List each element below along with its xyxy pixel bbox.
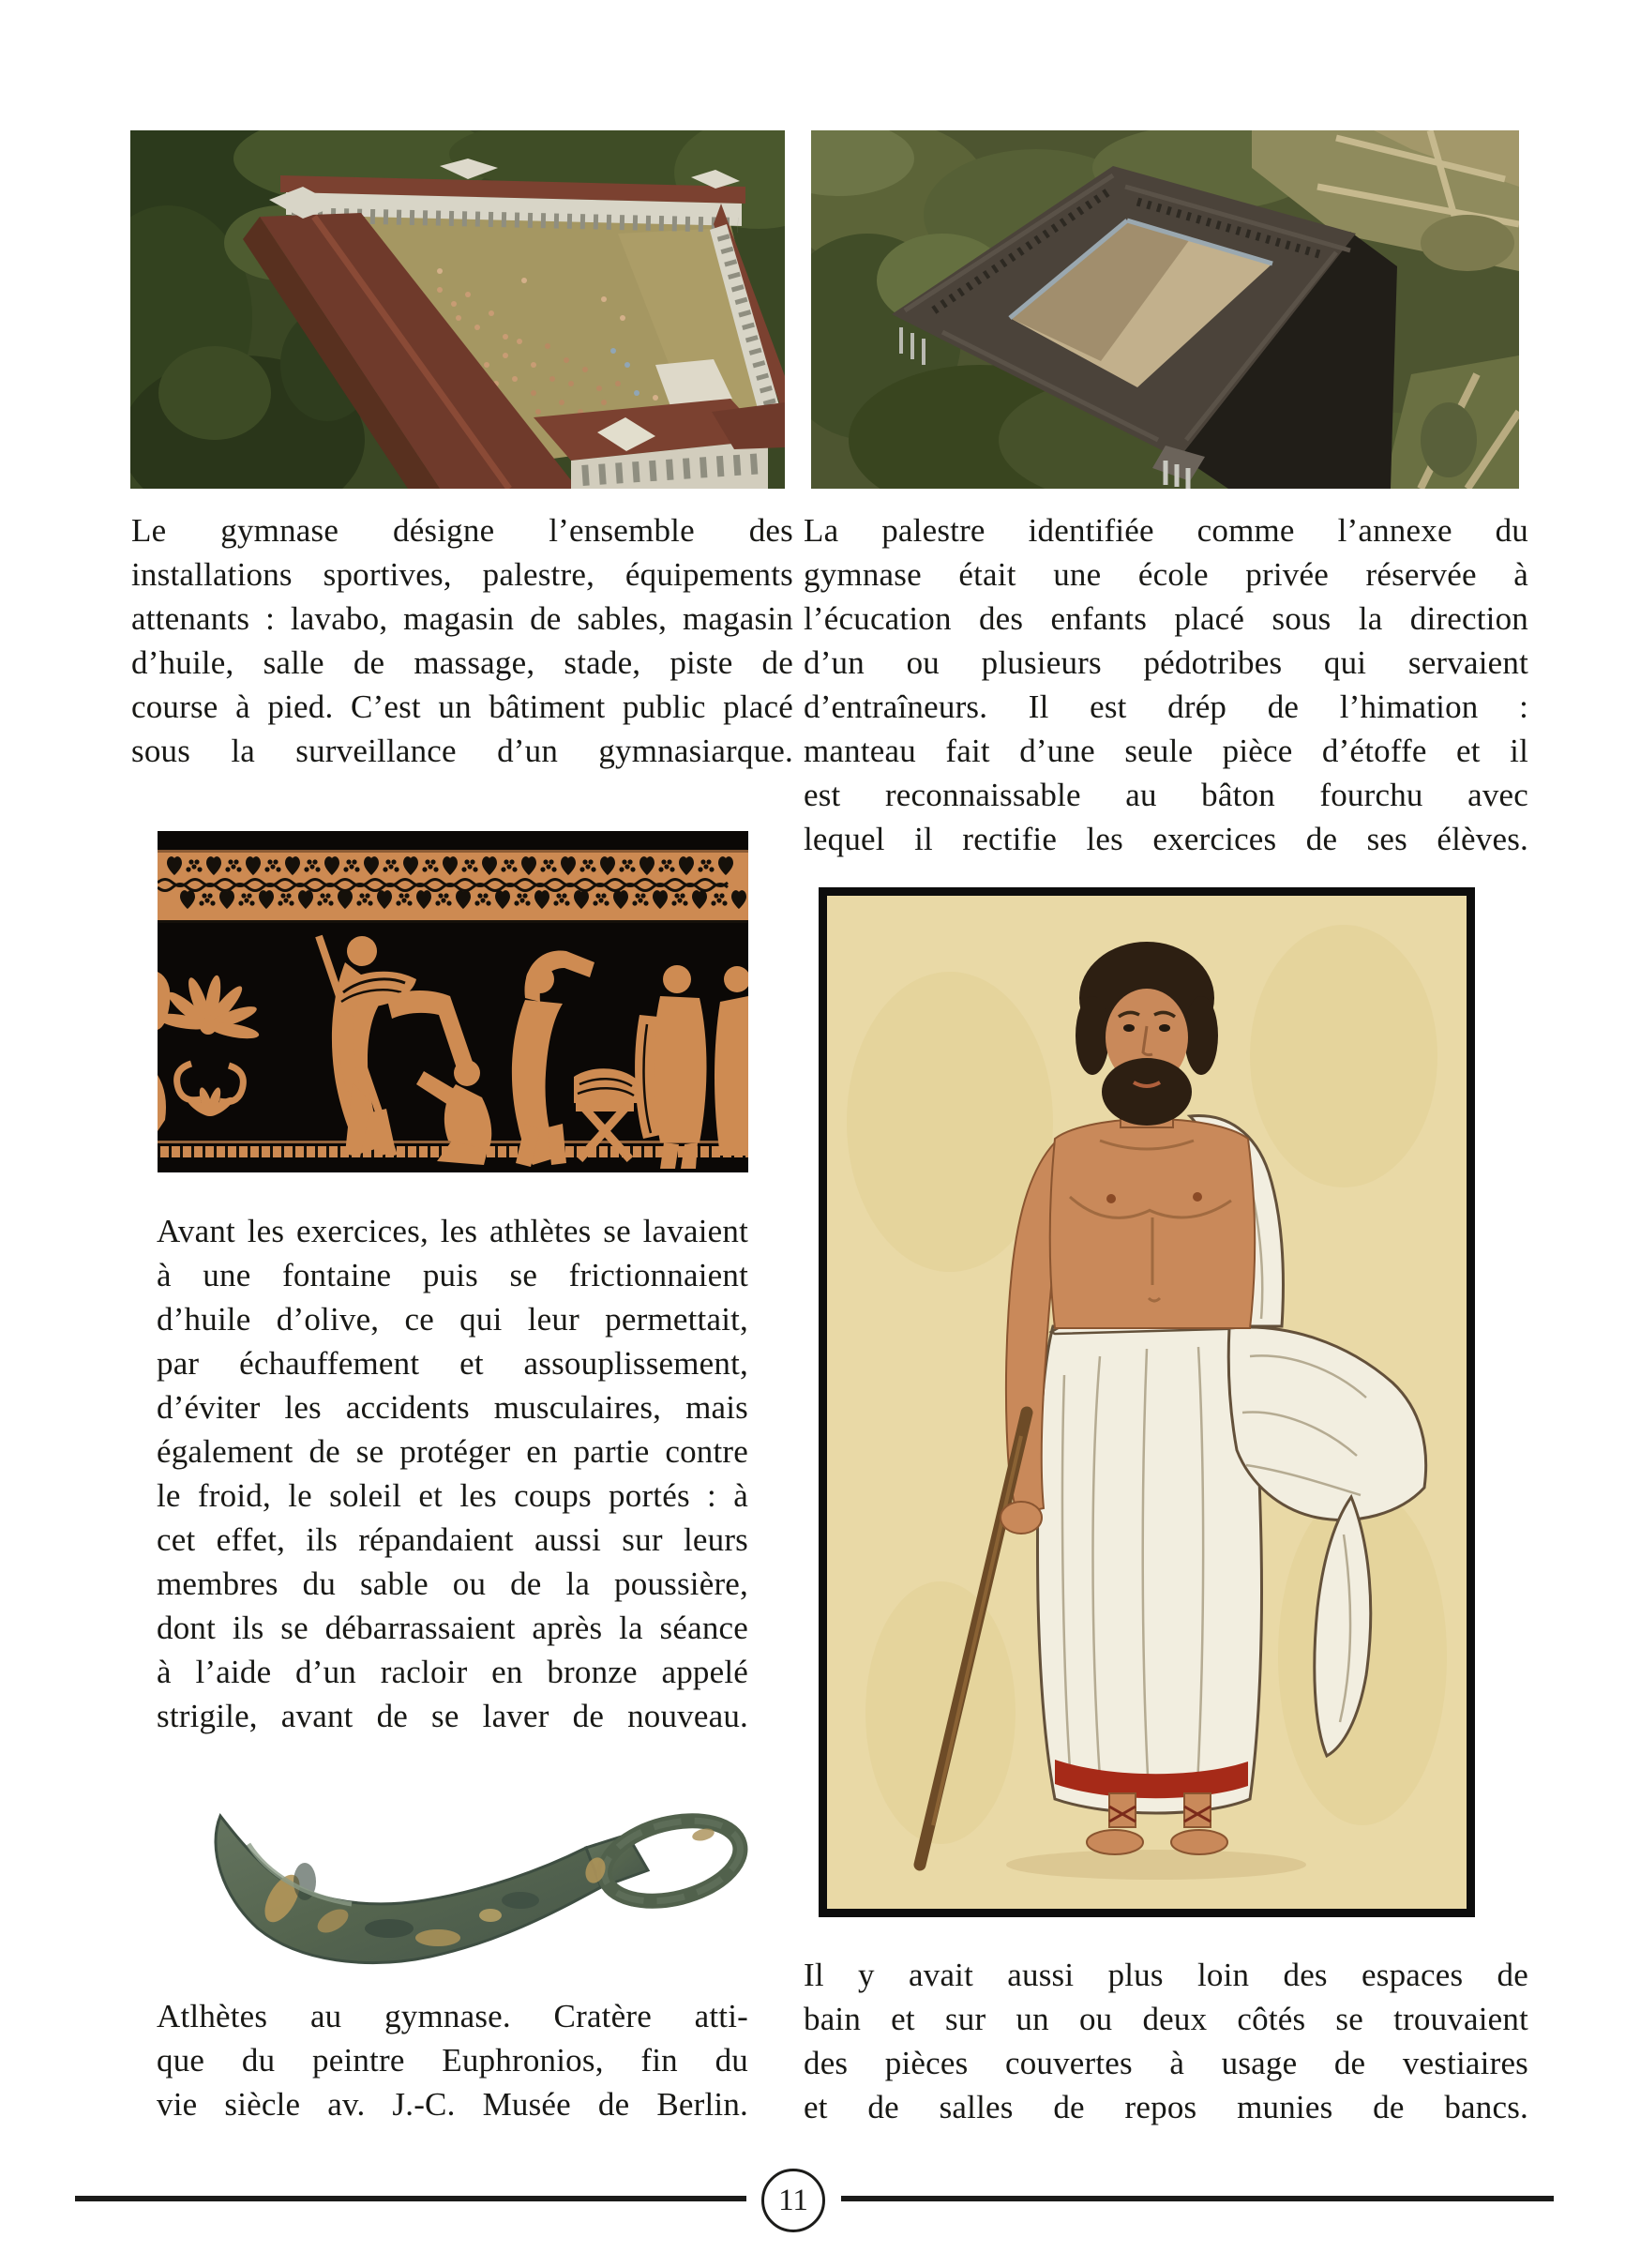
text-line: La palestre identifiée comme l’annexe du bbox=[804, 512, 1528, 549]
figure-palestra-aerial bbox=[811, 130, 1519, 489]
text-line: lequel il rectifie les exercices de ses élèves. bbox=[804, 821, 1528, 857]
text-line: bain et sur un ou deux côtés se trouvaient bbox=[804, 2001, 1528, 2037]
text-line: installations sportives, palestre, équipements bbox=[131, 556, 793, 593]
figure-vase-athletes bbox=[158, 831, 748, 1172]
text-line: à une fontaine puis se frictionnaient bbox=[157, 1257, 748, 1293]
text-line: dont ils se débarrassaient après la séance bbox=[157, 1610, 748, 1646]
text-line: attenants : lavabo, magasin de sables, magasin bbox=[131, 600, 793, 637]
text-line: par échauffement et assouplissement, bbox=[157, 1345, 748, 1382]
text-line: l’écucation des enfants placé sous la direction bbox=[804, 600, 1528, 637]
paragraph-gymnase-intro bbox=[131, 508, 793, 773]
text-line: sous la surveillance d’un gymnasiarque. bbox=[131, 733, 793, 769]
text-line: également de se protéger en partie contre bbox=[157, 1433, 748, 1470]
text-line: cet effet, ils répandaient aussi sur leurs bbox=[157, 1521, 748, 1558]
paragraph-athletes-routine bbox=[157, 1209, 748, 1738]
text-line: d’huile d’olive, ce qui leur permettait, bbox=[157, 1301, 748, 1338]
detail bbox=[1106, 1194, 1116, 1203]
page-number: 11 bbox=[778, 2183, 808, 2217]
caption-vase bbox=[157, 1994, 748, 2126]
top-ornament-band bbox=[158, 850, 748, 923]
text-line: d’entraîneurs. Il est drép de l’himation : bbox=[804, 688, 1528, 725]
text-line: Atlhètes au gymnase. Cratère atti- bbox=[157, 1998, 748, 2034]
text-line: Il y avait aussi plus loin des espaces de bbox=[804, 1957, 1528, 1993]
text-line: d’éviter les accidents musculaires, mais bbox=[157, 1389, 748, 1426]
text-line: à l’aide d’un racloir en bronze appelé bbox=[157, 1654, 748, 1690]
hand bbox=[1001, 1502, 1042, 1534]
paragraph-palestre-intro bbox=[804, 508, 1528, 861]
text-line: et de salles de repos munies de bancs. bbox=[804, 2089, 1528, 2125]
text-line: manteau fait d’une seule pièce d’étoffe et il bbox=[804, 733, 1528, 769]
text-line: gymnase était une école privée réservée à bbox=[804, 556, 1528, 593]
footer-rule-right bbox=[841, 2196, 1554, 2201]
text-line: est reconnaissable au bâton fourchu avec bbox=[804, 777, 1528, 813]
text-line: d’un ou plusieurs pédotribes qui servaient bbox=[804, 644, 1528, 681]
text-line: Le gymnase désigne l’ensemble des bbox=[131, 512, 793, 549]
footer-rule-left bbox=[75, 2196, 746, 2201]
page-number-badge bbox=[761, 2169, 825, 2232]
text-line: Avant les exercices, les athlètes se lavaient bbox=[157, 1213, 748, 1249]
ground-shadow bbox=[1006, 1850, 1306, 1880]
text-line: vie siècle av. J.-C. Musée de Berlin. bbox=[157, 2086, 748, 2123]
detail bbox=[1193, 1192, 1202, 1202]
text-line: strigile, avant de se laver de nouveau. bbox=[157, 1698, 748, 1734]
paragraph-bains bbox=[804, 1953, 1528, 2129]
text-line: le froid, le soleil et les coups portés : à bbox=[157, 1477, 748, 1514]
text-line: d’huile, salle de massage, stade, piste de bbox=[131, 644, 793, 681]
text-line: que du peintre Euphronios, fin du bbox=[157, 2042, 748, 2079]
figure-strigil bbox=[192, 1788, 753, 1972]
text-line: des pièces couvertes à usage de vestiaires bbox=[804, 2045, 1528, 2081]
text-line: course à pied. C’est un bâtiment public placé bbox=[131, 688, 793, 725]
text-line: membres du sable ou de la poussière, bbox=[157, 1565, 748, 1602]
figure-pedotribe-himation bbox=[819, 887, 1475, 1917]
figure-gymnasium-aerial bbox=[130, 130, 785, 489]
